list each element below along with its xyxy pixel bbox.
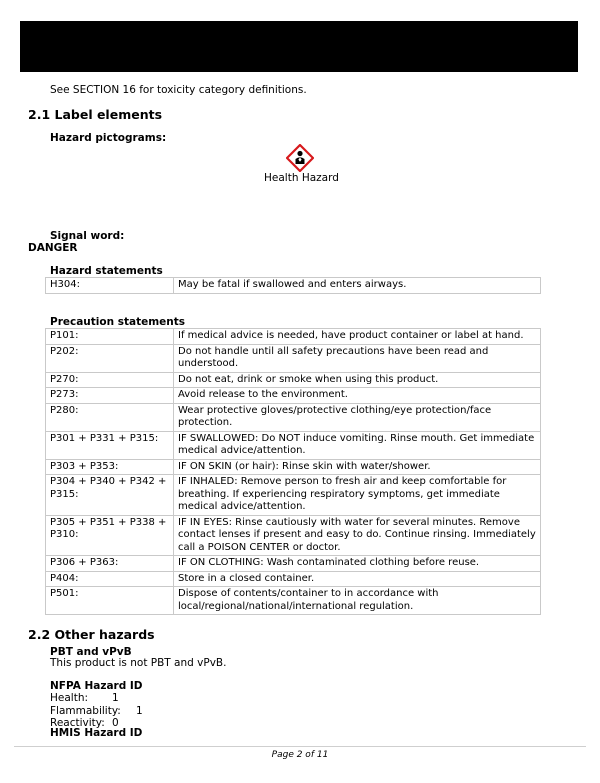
signal-word-label: Signal word:: [50, 230, 125, 242]
pbt-text: This product is not PBT and vPvB.: [50, 657, 227, 669]
statement-row: [46, 372, 541, 388]
statement-text: Do not eat, drink or smoke when using this product.: [174, 372, 541, 388]
statement-code: P303 + P353:: [46, 459, 174, 475]
statement-text: Avoid release to the environment.: [174, 388, 541, 404]
nfpa-row: [50, 705, 170, 718]
section-2-1-title: 2.1 Label elements: [28, 107, 163, 122]
precaution-statements-label: Precaution statements: [50, 316, 186, 328]
precaution-statements-table: [45, 328, 541, 615]
nfpa-value: 1: [112, 692, 119, 704]
nfpa-name: Health:: [50, 692, 89, 704]
statement-code: H304:: [46, 278, 174, 294]
statement-row: [46, 475, 541, 516]
nfpa-name: Reactivity:: [50, 717, 105, 729]
header-bar: [20, 21, 578, 72]
statement-row: [46, 459, 541, 475]
nfpa-value: 0: [112, 717, 119, 729]
section-2-2-title: 2.2 Other hazards: [28, 627, 155, 642]
hazard-statements-table: [45, 277, 541, 294]
nfpa-list: [50, 692, 170, 730]
nfpa-label: NFPA Hazard ID: [50, 680, 143, 692]
statement-code: P404:: [46, 571, 174, 587]
statement-text: IF SWALLOWED: Do NOT induce vomiting. Rinse mouth. Get immediate medical advice/attention.: [174, 431, 541, 459]
signal-word: DANGER: [28, 242, 78, 254]
statement-row: [46, 571, 541, 587]
statement-text: Store in a closed container.: [174, 571, 541, 587]
statement-code: P501:: [46, 587, 174, 615]
statement-code: P304 + P340 + P342 + P315:: [46, 475, 174, 516]
statement-row: [46, 388, 541, 404]
statement-text: May be fatal if swallowed and enters airways.: [174, 278, 541, 294]
pbt-label: PBT and vPvB: [50, 646, 132, 658]
statement-row: [46, 431, 541, 459]
footer-divider: [14, 746, 586, 747]
hmis-label: HMIS Hazard ID: [50, 727, 143, 739]
statement-code: P270:: [46, 372, 174, 388]
statement-code: P305 + P351 + P338 + P310:: [46, 515, 174, 556]
nfpa-value: 1: [136, 704, 143, 717]
statement-row: [46, 515, 541, 556]
page-number: Page 2 of 11: [271, 750, 329, 760]
nfpa-name: Flammability:: [50, 704, 121, 717]
statement-text: IF ON CLOTHING: Wash contaminated clothing before reuse.: [174, 556, 541, 572]
statement-row: [46, 278, 541, 294]
statement-text: Wear protective gloves/protective clothing/eye protection/face protection.: [174, 403, 541, 431]
statement-row: [46, 403, 541, 431]
statement-row: [46, 556, 541, 572]
statement-text: IF IN EYES: Rinse cautiously with water for several minutes. Remove contact lenses if present and easy to do. Continue rinsing. Immediately call a POISON CENTER or doctor.: [174, 515, 541, 556]
statement-code: P306 + P363:: [46, 556, 174, 572]
health-hazard-icon: [286, 144, 314, 172]
hazard-pictograms-label: Hazard pictograms:: [50, 132, 167, 144]
nfpa-row: [50, 692, 170, 705]
statement-code: P101:: [46, 329, 174, 345]
statement-code: P301 + P331 + P315:: [46, 431, 174, 459]
statement-code: P202:: [46, 344, 174, 372]
statement-text: If medical advice is needed, have product container or label at hand.: [174, 329, 541, 345]
intro-text: See SECTION 16 for toxicity category definitions.: [50, 84, 307, 96]
statement-code: P273:: [46, 388, 174, 404]
statement-text: Do not handle until all safety precautions have been read and understood.: [174, 344, 541, 372]
statement-row: [46, 329, 541, 345]
statement-text: IF INHALED: Remove person to fresh air and keep comfortable for breathing. If experiencing respiratory symptoms, get immediate medical advice/attention.: [174, 475, 541, 516]
statement-text: Dispose of contents/container to in accordance with local/regional/national/international regulation.: [174, 587, 541, 615]
pictogram-caption: Health Hazard: [264, 172, 339, 184]
statement-text: IF ON SKIN (or hair): Rinse skin with water/shower.: [174, 459, 541, 475]
statement-code: P280:: [46, 403, 174, 431]
statement-row: [46, 587, 541, 615]
statement-row: [46, 344, 541, 372]
hazard-statements-label: Hazard statements: [50, 265, 163, 277]
